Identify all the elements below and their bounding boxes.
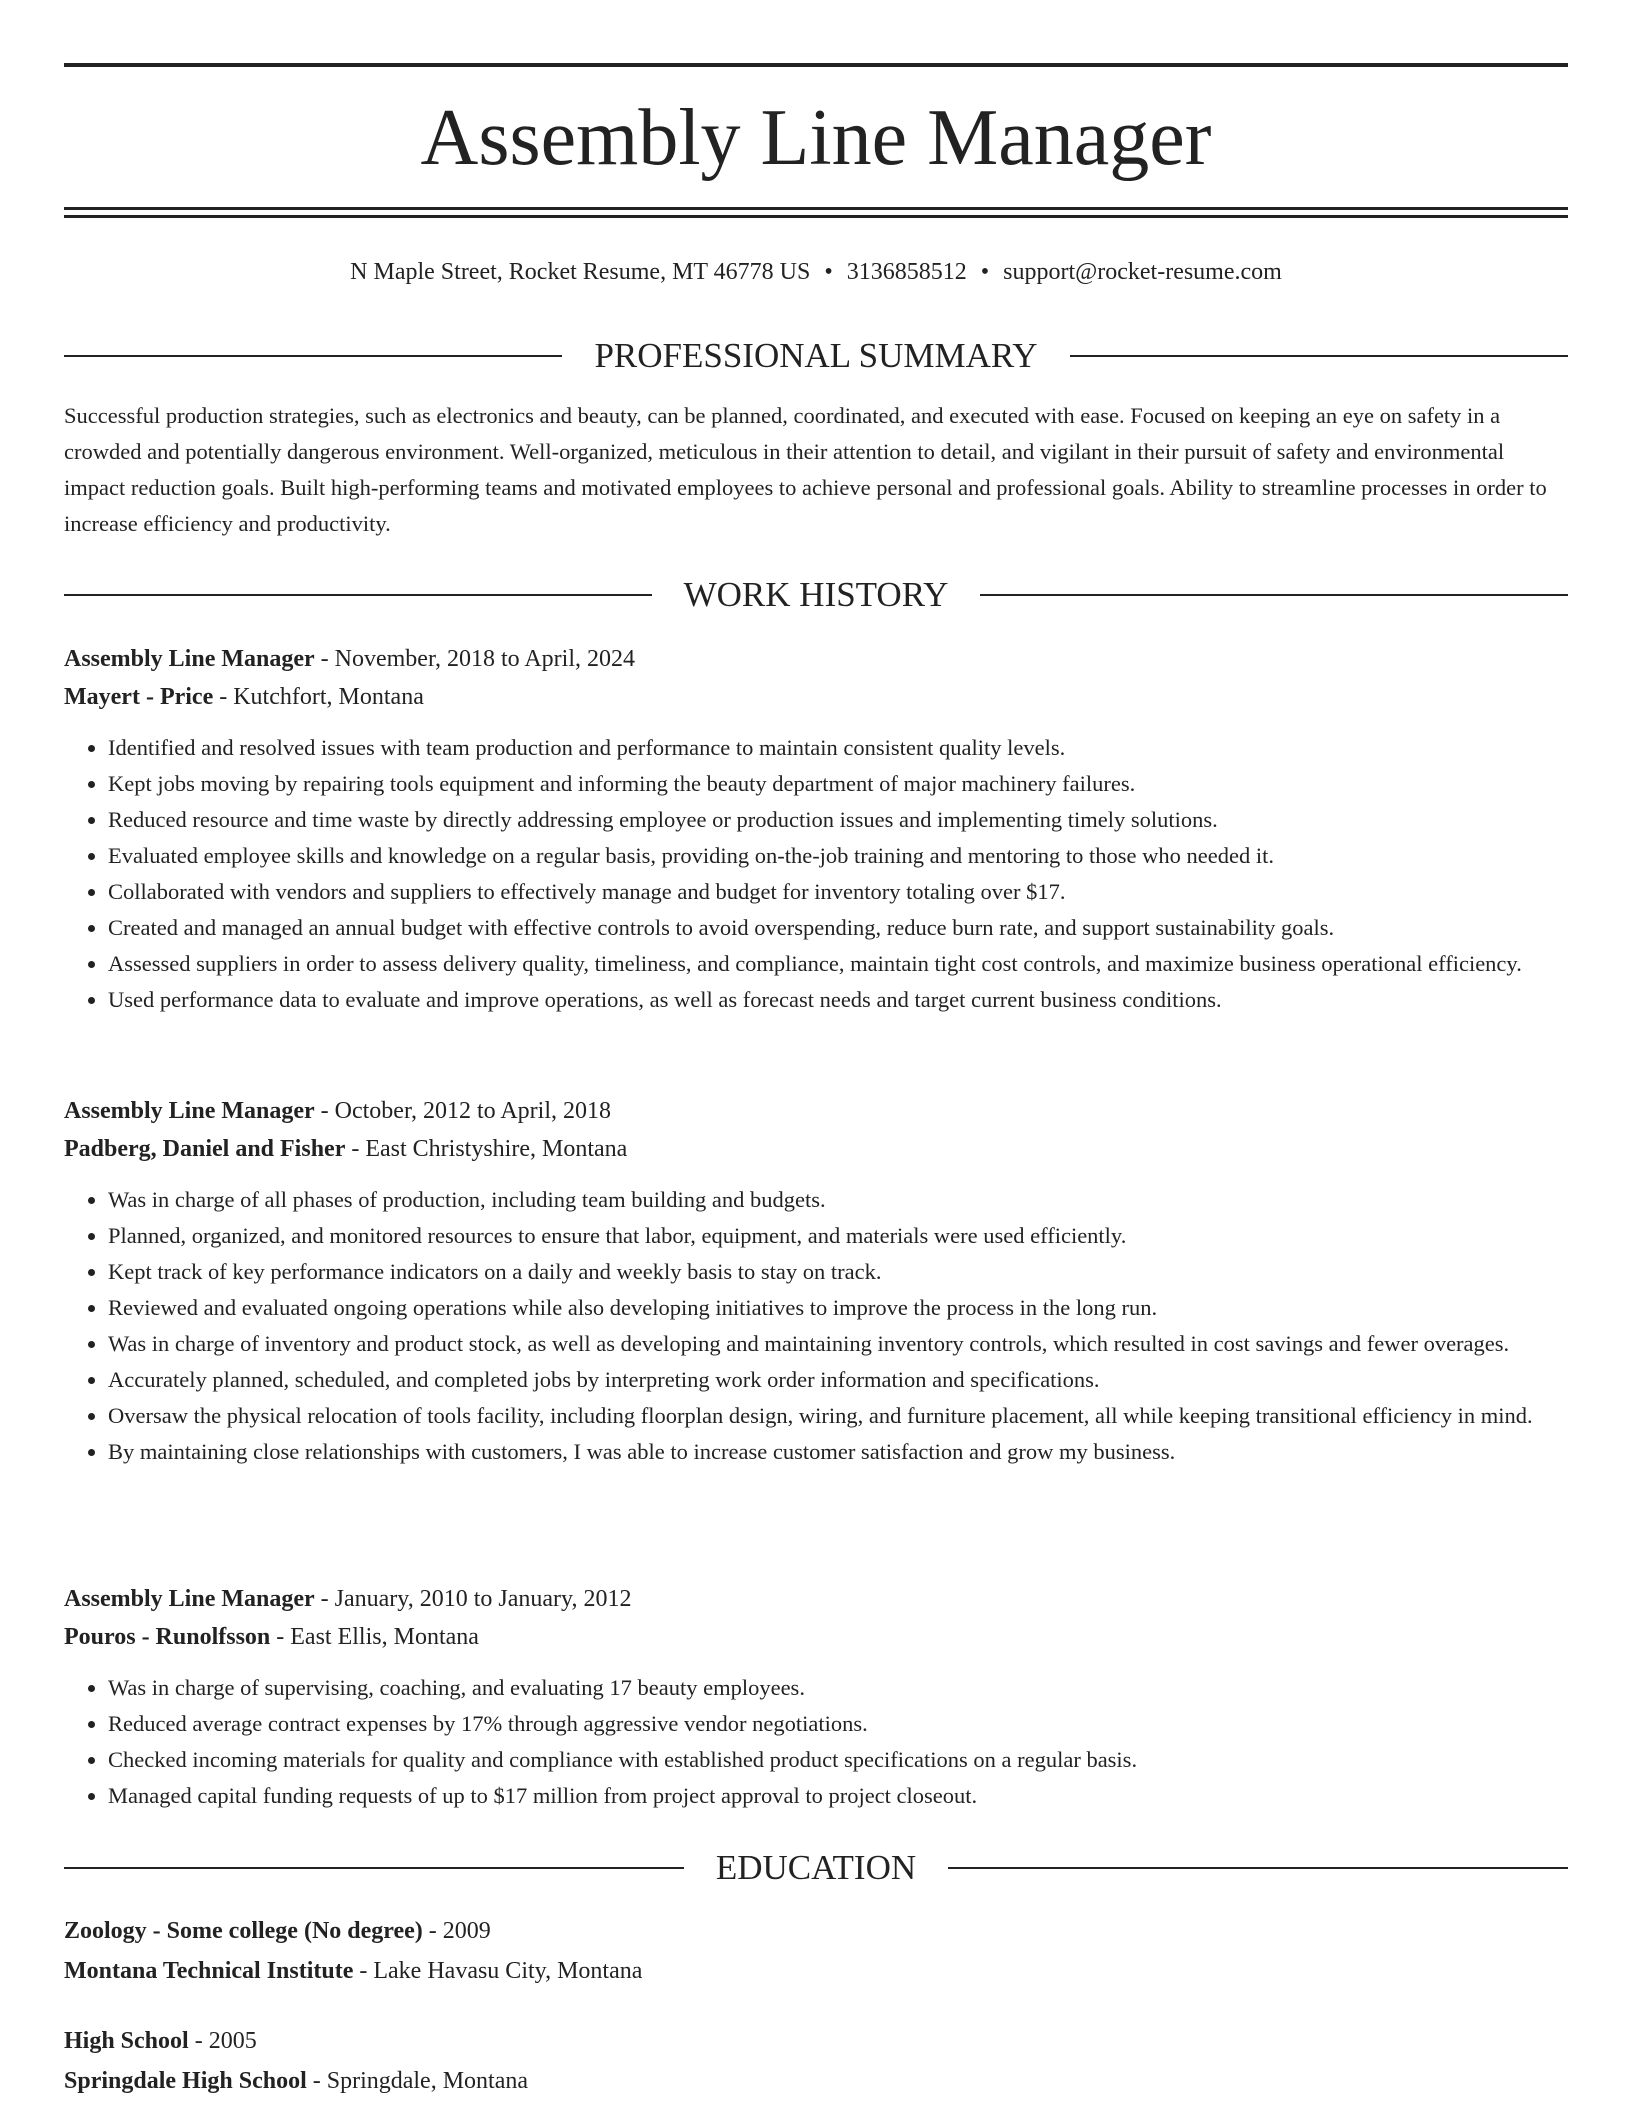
education-degree: Zoology - Some college (No degree) <box>64 1918 423 1944</box>
education-degree: High School <box>64 2028 189 2054</box>
job-title: Assembly Line Manager <box>64 646 315 672</box>
list-item: • Checked incoming materials for quality and compliance with established product specifications on a regular basis. <box>108 1742 1568 1778</box>
heading-rule-right <box>1070 355 1568 357</box>
list-item: • Accurately planned, scheduled, and completed jobs by interpreting work order information and specifications. <box>108 1362 1568 1398</box>
job-entry <box>64 640 1568 1018</box>
job-company: Padberg, Daniel and Fisher <box>64 1136 346 1162</box>
list-item: • Kept jobs moving by repairing tools equipment and informing the beauty department of major machinery failures. <box>108 766 1568 802</box>
job-company-line <box>64 1618 1568 1656</box>
job-dates: - January, 2010 to January, 2012 <box>314 1586 632 1612</box>
education-school: Springdale High School <box>64 2068 307 2094</box>
education-year: - 2005 <box>188 2028 257 2054</box>
header-double-rule-lower <box>64 215 1568 218</box>
education-entry <box>64 1911 1568 1991</box>
list-item: • Planned, organized, and monitored resources to ensure that labor, equipment, and materials were used efficiently. <box>108 1218 1568 1254</box>
education-heading <box>64 1846 1568 1890</box>
list-item: • Was in charge of supervising, coaching, and evaluating 17 beauty employees. <box>108 1670 1568 1706</box>
job-title: Assembly Line Manager <box>64 1098 315 1124</box>
job-entry <box>64 1092 1568 1470</box>
list-item: • Reduced average contract expenses by 17% through aggressive vendor negotiations. <box>108 1706 1568 1742</box>
heading-rule-right <box>980 594 1568 596</box>
contact-line <box>64 254 1568 290</box>
education-location: - Springdale, Montana <box>306 2068 529 2094</box>
heading-rule-left <box>64 1867 684 1869</box>
job-dates: - November, 2018 to April, 2024 <box>314 646 635 672</box>
job-company: Mayert - Price <box>64 684 214 710</box>
job-bullets <box>64 1182 1568 1470</box>
job-location: - East Christyshire, Montana <box>345 1136 628 1162</box>
heading-rule-left <box>64 594 652 596</box>
education-heading-text: EDUCATION <box>715 1848 917 1887</box>
contact-phone: 3136858512 <box>846 259 967 285</box>
list-item: • Used performance data to evaluate and improve operations, as well as forecast needs and target current business conditions. <box>108 982 1568 1018</box>
list-item: • Reduced resource and time waste by directly addressing employee or production issues and implementing timely solutions. <box>108 802 1568 838</box>
job-company-line <box>64 678 1568 716</box>
list-item: • Collaborated with vendors and suppliers to effectively manage and budget for inventory totaling over $17. <box>108 874 1568 910</box>
job-title-line <box>64 640 1568 678</box>
education-degree-line <box>64 1911 1568 1951</box>
work-history-heading <box>64 573 1568 617</box>
summary-heading <box>64 334 1568 378</box>
job-title-line <box>64 1580 1568 1618</box>
job-company: Pouros - Runolfsson <box>64 1624 271 1650</box>
job-dates: - October, 2012 to April, 2018 <box>314 1098 611 1124</box>
list-item: • Oversaw the physical relocation of tools facility, including floorplan design, wiring, and furniture placement, all while keeping transitional efficiency in mind. <box>108 1398 1568 1434</box>
list-item: • By maintaining close relationships with customers, I was able to increase customer satisfaction and grow my business. <box>108 1434 1568 1470</box>
job-location: - East Ellis, Montana <box>270 1624 479 1650</box>
summary-heading-text: PROFESSIONAL SUMMARY <box>594 336 1038 375</box>
list-item: • Managed capital funding requests of up to $17 million from project approval to project closeout. <box>108 1778 1568 1814</box>
list-item: • Created and managed an annual budget with effective controls to avoid overspending, reduce burn rate, and support sustainability goals. <box>108 910 1568 946</box>
education-degree-line <box>64 2021 1568 2061</box>
job-bullets <box>64 730 1568 1018</box>
job-title-line <box>64 1092 1568 1130</box>
list-item: • Reviewed and evaluated ongoing operations while also developing initiatives to improve the process in the long run. <box>108 1290 1568 1326</box>
resume-name: Assembly Line Manager <box>420 94 1212 182</box>
education-year: - 2009 <box>422 1918 491 1944</box>
contact-email: support@rocket-resume.com <box>1003 259 1282 285</box>
list-item: • Assessed suppliers in order to assess delivery quality, timeliness, and compliance, maintain tight cost controls, and maximize business operational efficiency. <box>108 946 1568 982</box>
job-title: Assembly Line Manager <box>64 1586 315 1612</box>
job-location: - Kutchfort, Montana <box>213 684 424 710</box>
summary-text: Successful production strategies, such as electronics and beauty, can be planned, coordinated, and executed with ease. Focused on keeping an eye on safety in a crowded and potentially dangerous environment. Well-organized, meticulous in their attention to detail, and vigilant in their pursuit of safety and environmental impact reduction goals. Built high-performing teams and motivated employees to achieve personal and professional goals. Ability to streamline processes in order to increase efficiency and productivity. <box>64 403 1547 536</box>
heading-rule-right <box>948 1867 1568 1869</box>
list-item: • Was in charge of all phases of production, including team building and budgets. <box>108 1182 1568 1218</box>
job-entry <box>64 1580 1568 1814</box>
header-double-rule-upper <box>64 207 1568 210</box>
contact-address: N Maple Street, Rocket Resume, MT 46778 US <box>350 259 811 285</box>
education-school-line <box>64 2061 1568 2101</box>
contact-separator: • <box>980 259 990 285</box>
education-entry <box>64 2021 1568 2101</box>
education-school: Montana Technical Institute <box>64 1958 354 1984</box>
top-rule <box>64 63 1568 67</box>
list-item: • Evaluated employee skills and knowledge on a regular basis, providing on-the-job training and mentoring to those who needed it. <box>108 838 1568 874</box>
work-history-heading-text: WORK HISTORY <box>683 575 949 614</box>
list-item: • Was in charge of inventory and product stock, as well as developing and maintaining inventory controls, which resulted in cost savings and fewer overages. <box>108 1326 1568 1362</box>
heading-rule-left <box>64 355 562 357</box>
list-item: • Identified and resolved issues with team production and performance to maintain consistent quality levels. <box>108 730 1568 766</box>
job-bullets <box>64 1670 1568 1814</box>
list-item: • Kept track of key performance indicators on a daily and weekly basis to stay on track. <box>108 1254 1568 1290</box>
education-location: - Lake Havasu City, Montana <box>353 1958 643 1984</box>
contact-separator: • <box>824 259 833 285</box>
job-company-line <box>64 1130 1568 1168</box>
education-school-line <box>64 1951 1568 1991</box>
